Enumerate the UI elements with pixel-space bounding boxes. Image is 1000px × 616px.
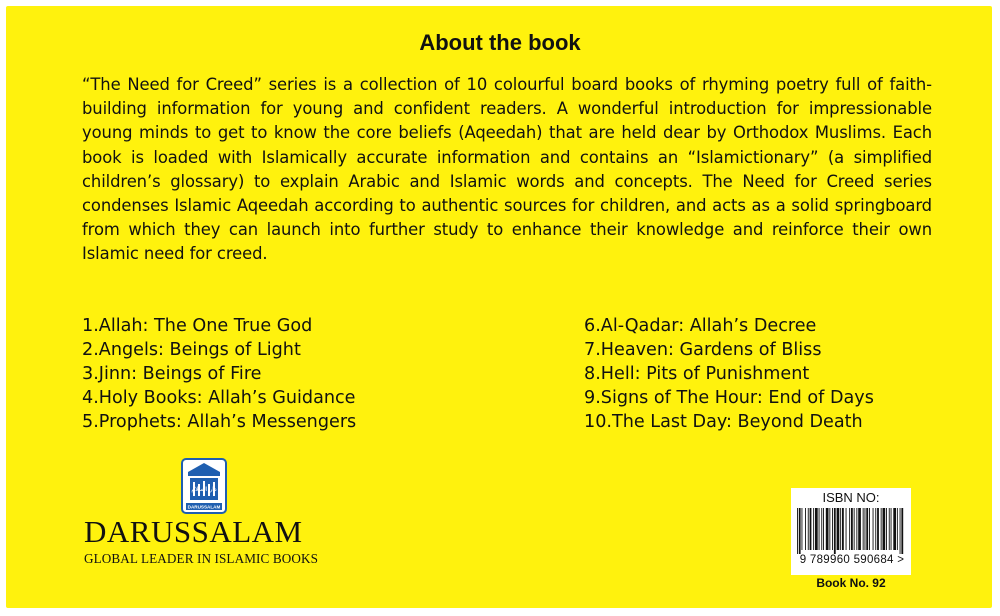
list-item: 2.Angels: Beings of Light [82, 340, 301, 360]
barcode-bar [851, 508, 853, 550]
list-item: 3.Jinn: Beings of Fire [82, 364, 262, 384]
barcode-bar [893, 508, 896, 550]
isbn-digits: 9 789960 590684 > [799, 554, 905, 566]
list-item: 9.Signs of The Hour: End of Days [584, 388, 874, 408]
list-item: 4.Holy Books: Allah’s Guidance [82, 388, 356, 408]
barcode-bar [821, 508, 822, 550]
barcode-bar [842, 508, 844, 550]
barcode-bar [829, 508, 830, 550]
barcode-bar [832, 508, 833, 550]
barcode-bar [799, 508, 801, 554]
barcode-bar [840, 508, 841, 550]
barcode-bar [897, 508, 898, 550]
barcode-bar [877, 508, 879, 550]
barcode-bar [881, 508, 882, 550]
isbn-label: ISBN NO: [822, 490, 880, 505]
list-item: 5.Prophets: Allah’s Messengers [82, 412, 357, 432]
barcode-bar [873, 508, 874, 550]
barcode-bar [810, 508, 812, 550]
list-item: 1.Allah: The One True God [82, 316, 313, 336]
barcode-bar [826, 508, 829, 550]
book-number: Book No. 92 [816, 576, 886, 590]
barcode-bar [865, 508, 866, 550]
list-item: 7.Heaven: Gardens of Bliss [584, 340, 822, 360]
isbn-box [791, 488, 911, 575]
book-list-right [584, 314, 874, 434]
barcode-bar [854, 508, 855, 550]
logo-text: DARUSSALAM [187, 504, 221, 510]
barcode-icon [795, 508, 907, 554]
list-item: 10.The Last Day: Beyond Death [584, 412, 863, 432]
publisher-tagline: GLOBAL LEADER IN ISLAMIC BOOKS [84, 551, 319, 566]
barcode-bar [869, 508, 870, 550]
barcode-bar [823, 508, 824, 550]
barcode-bar [863, 508, 864, 550]
page-title: About the book [419, 30, 581, 55]
barcode-bar [815, 508, 818, 550]
barcode-bar [813, 508, 814, 550]
barcode-bar [866, 508, 868, 550]
barcode-bar [834, 508, 836, 554]
barcode-bar [808, 508, 809, 550]
list-item: 8.Hell: Pits of Punishment [584, 364, 810, 384]
barcode-bar [819, 508, 820, 550]
barcode-bar [900, 508, 901, 554]
logo-arabic-text: دار السلام [191, 486, 217, 493]
barcode-bar [797, 508, 798, 554]
barcode-bar [883, 508, 886, 550]
barcode-bar [901, 508, 903, 554]
barcode-bar [889, 508, 890, 550]
barcode-bar [805, 508, 806, 550]
barcode-bar [858, 508, 861, 550]
barcode-bar [891, 508, 892, 550]
barcode-bar [846, 508, 847, 550]
barcode-bar [802, 508, 803, 550]
barcode-bar [886, 508, 887, 550]
list-item: 6.Al-Qadar: Allah’s Decree [584, 316, 817, 336]
book-description: “The Need for Creed” series is a collection of 10 colourful board books of rhyming poetry full of faith-building information for young and confident readers. A wonderful introduction for impressionable young minds to get to know the core beliefs (Aqeedah) that are held dear by Orthodox Muslims. Each book is loaded with Islamically accurate information and contains an “Islamictionary” (a simplified children’s glossary) to explain Arabic and Islamic words and concepts. The Need for Creed series condenses Islamic Aqeedah according to authentic sources for children, and acts as a solid springboard from which they can launch into further study to enhance their knowledge and reinforce their own Islamic need for creed. [82, 75, 932, 264]
darussalam-logo-icon [181, 458, 227, 514]
barcode-bar [849, 508, 850, 550]
barcode-bar [875, 508, 876, 550]
barcode-bar [837, 508, 840, 550]
book-list-left [82, 314, 356, 434]
barcode-bar [856, 508, 857, 550]
publisher-name: DARUSSALAM [84, 514, 303, 549]
